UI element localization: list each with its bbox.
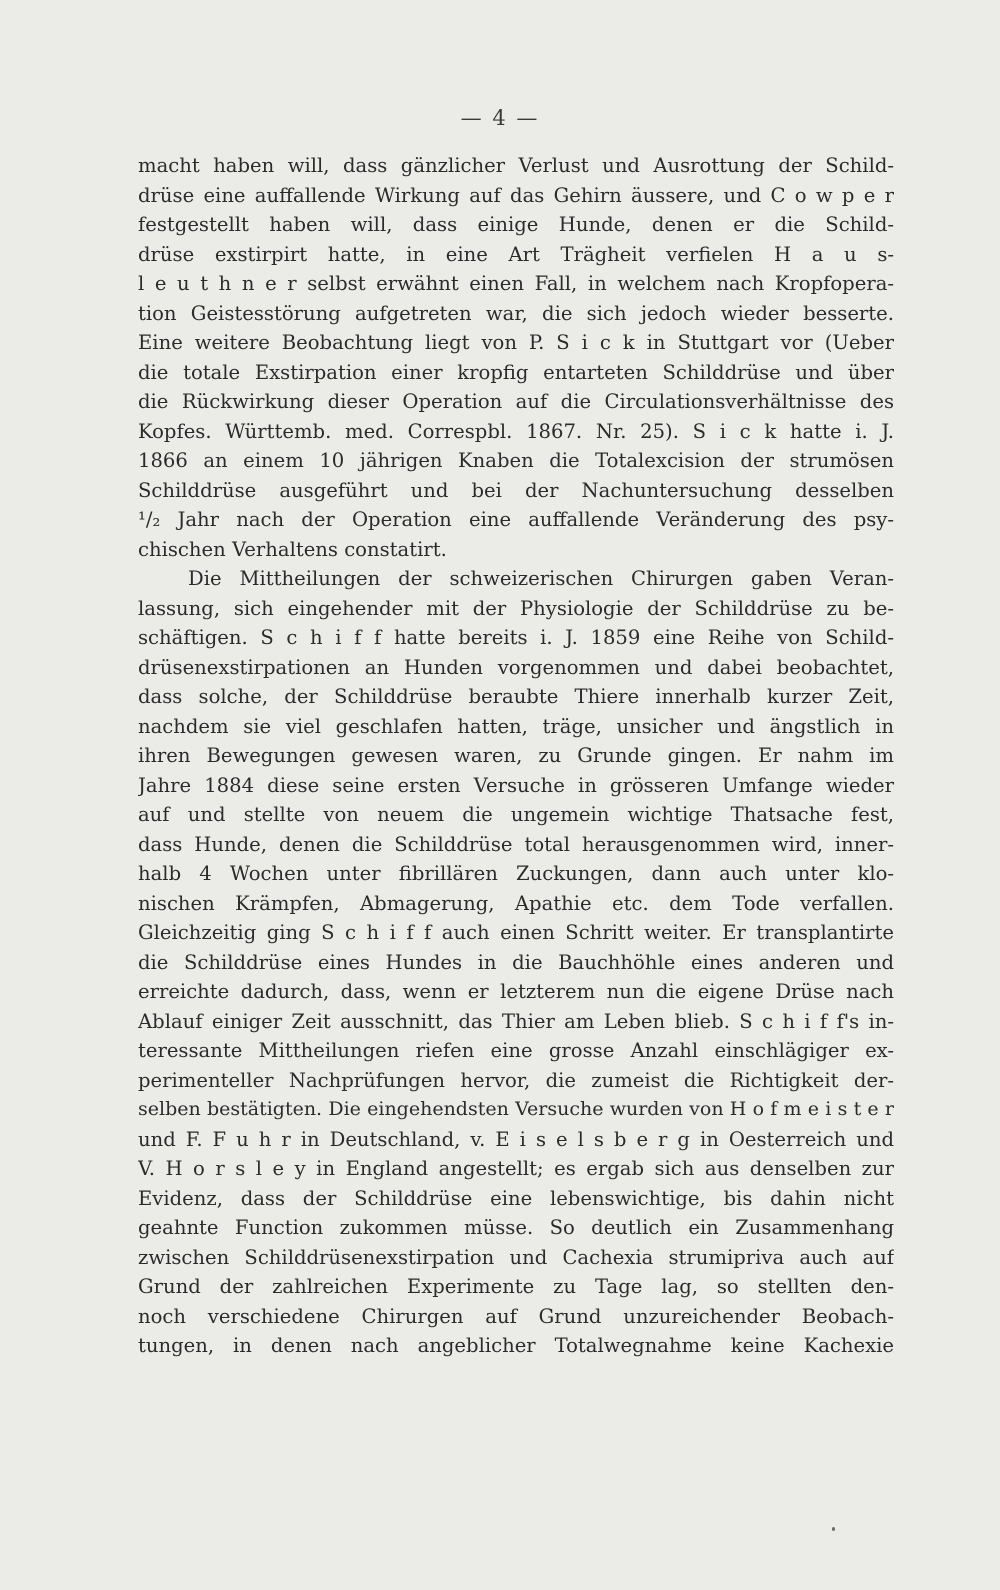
paragraph-1 xyxy=(138,151,894,564)
text-line: V. H o r s l e y in England angestellt; es ergab sich aus denselben zur xyxy=(138,1157,894,1180)
text-line: chischen Verhaltens constatirt. xyxy=(138,537,447,561)
text-line: Kopfes. Württemb. med. Correspbl. 1867. Nr. 25). S i c k hatte i. J. xyxy=(138,419,894,443)
text-line: die Rückwirkung dieser Operation auf die Circulationsverhältnisse des xyxy=(138,390,894,413)
text-line: perimenteller Nachprüfungen hervor, die zumeist die Richtigkeit der- xyxy=(138,1068,894,1092)
text-line: erreichte dadurch, dass, wenn er letzterem nun die eigene Drüse nach xyxy=(138,980,894,1003)
text-line: Grund der zahlreichen Experimente zu Tage lag, so stellten den- xyxy=(138,1275,894,1298)
text-line: dass Hunde, denen die Schilddrüse total herausgenommen wird, inner- xyxy=(138,832,894,856)
text-line: schäftigen. S c h i f f hatte bereits i. J. 1859 eine Reihe von Schild- xyxy=(138,626,894,649)
text-line: die Schilddrüse eines Hundes in die Bauchhöhle eines anderen und xyxy=(138,950,894,974)
text-line: auf und stellte von neuem die ungemein wichtige Thatsache fest, xyxy=(138,803,894,826)
text-line: noch verschiedene Chirurgen auf Grund unzureichender Beobach- xyxy=(138,1304,894,1328)
text-line: ihren Bewegungen gewesen waren, zu Grunde gingen. Er nahm im xyxy=(138,744,894,767)
text-line: tion Geistesstörung aufgetreten war, die sich jedoch wieder besserte. xyxy=(138,301,894,325)
text-line: und F. F u h r in Deutschland, v. E i s e l s b e r g in Oesterreich und xyxy=(138,1127,894,1151)
text-line: Die Mittheilungen der schweizerischen Chirurgen gaben Veran- xyxy=(188,567,894,590)
text-line: dass solche, der Schilddrüse beraubte Thiere innerhalb kurzer Zeit, xyxy=(138,685,894,708)
text-line: drüsenexstirpationen an Hunden vorgenommen und dabei beobachtet, xyxy=(138,655,894,679)
text-line: Evidenz, dass der Schilddrüse eine lebenswichtige, bis dahin nicht xyxy=(138,1186,894,1210)
text-line: festgestellt haben will, dass einige Hunde, denen er die Schild- xyxy=(138,213,894,236)
text-line: Schilddrüse ausgeführt und bei der Nachuntersuchung desselben xyxy=(138,478,894,502)
text-line: teressante Mittheilungen riefen eine grosse Anzahl einschlägiger ex- xyxy=(138,1039,894,1062)
text-line: 1866 an einem 10 jährigen Knaben die Totalexcision der strumösen xyxy=(138,449,894,472)
text-line: ¹/₂ Jahr nach der Operation eine auffallende Veränderung des psy- xyxy=(138,508,894,531)
text-line: zwischen Schilddrüsenexstirpation und Cachexia strumipriva auch auf xyxy=(138,1245,894,1269)
paragraph-2 xyxy=(138,564,894,1361)
text-line: macht haben will, dass gänzlicher Verlust und Ausrottung der Schild- xyxy=(138,154,894,177)
text-line: halb 4 Wochen unter fibrillären Zuckungen, dann auch unter klo- xyxy=(138,862,894,885)
page-number: — 4 — xyxy=(460,106,540,130)
text-line: nachdem sie viel geschlafen hatten, träge, unsicher und ängstlich in xyxy=(138,714,894,738)
text-line: selben bestätigten. Die eingehendsten Versuche wurden von H o f m e i s t e r xyxy=(138,1098,894,1120)
text-line: drüse exstirpirt hatte, in eine Art Trägheit verfielen H a u s- xyxy=(138,242,894,266)
text-line: drüse eine auffallende Wirkung auf das Gehirn äussere, und C o w p e r xyxy=(138,183,894,207)
text-line: geahnte Function zukommen müsse. So deutlich ein Zusammenhang xyxy=(138,1216,894,1239)
text-line: die totale Exstirpation einer kropfig entarteten Schilddrüse und über xyxy=(138,360,894,384)
text-line: lassung, sich eingehender mit der Physiologie der Schilddrüse zu be- xyxy=(138,596,894,620)
text-line: Gleichzeitig ging S c h i f f auch einen Schritt weiter. Er transplantirte xyxy=(138,921,894,944)
text-line: Eine weitere Beobachtung liegt von P. S i c k in Stuttgart vor (Ueber xyxy=(138,331,894,354)
text-line: Jahre 1884 diese seine ersten Versuche in grösseren Umfange wieder xyxy=(138,773,894,797)
text-line: Ablauf einiger Zeit ausschnitt, das Thier am Leben blieb. S c h i f f's in- xyxy=(138,1009,894,1033)
paper-speck xyxy=(832,1527,835,1531)
text-line: l e u t h n e r selbst erwähnt einen Fall, in welchem nach Kropfopera- xyxy=(138,272,894,295)
text-line: tungen, in denen nach angeblicher Totalwegnahme keine Kachexie xyxy=(138,1334,894,1357)
text-line: nischen Krämpfen, Abmagerung, Apathie etc. dem Tode verfallen. xyxy=(138,891,894,915)
body-text xyxy=(138,151,894,1361)
